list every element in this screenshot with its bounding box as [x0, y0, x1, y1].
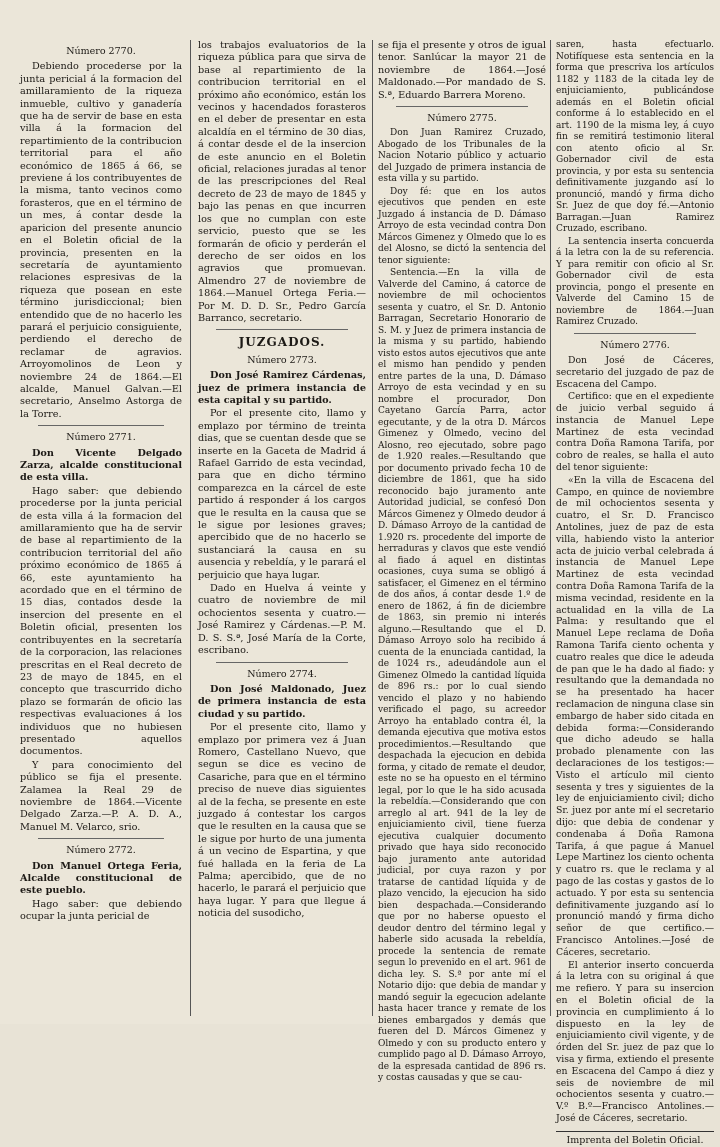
notice-heading: Don Vicente Delgado Zarza, alcalde constitucional de esta villa. [20, 447, 182, 484]
column-rule [550, 40, 551, 1016]
column-3 [378, 40, 546, 1084]
notice-separator [38, 838, 164, 839]
notice-body: Y para conocimiento del público se fija el presente. Zalamea la Real 29 de noviembre de 1864.—Vicente Delgado Zarza.—P. A. D. A., Manuel M. Velarco, srio. [20, 759, 182, 833]
column-rule [372, 40, 373, 1016]
notice-number: Número 2774. [247, 668, 317, 680]
notice-number: Número 2771. [66, 432, 136, 444]
notice-heading: Don José Ramirez Cárdenas, juez de primera instancia de esta capital y su partido. [198, 370, 366, 406]
notice-heading: Don José Maldonado, Juez de primera instancia de esta ciudad y su partido. [198, 683, 366, 720]
notice-body: Doy fé: que en los autos ejecutivos que penden en este Juzgado á instancia de D. Dámaso Arroyo de esta vecindad contra Don Márcos Gimenez y Olmedo que lo es del Alosno, se dictó la sentencia del tenor siguiente: [378, 186, 546, 266]
column-2 [198, 40, 366, 1018]
column-1 [20, 40, 182, 1018]
imprint-line: Imprenta del Boletin Oficial. [566, 1134, 704, 1146]
notice-separator [38, 425, 164, 426]
notice-heading: Don José de Cáceres, secretario del juzgado de paz de Escacena del Campo. [556, 354, 714, 390]
notice-body: Sentencia.—En la villa de Valverde del Camino, á catorce de noviembre de mil ochocientos sesenta y cuatro, el Sr. D. Antonio Barragan, Secretario Honorario de S. M. y Juez de primera instancia de la misma y su partido, habiendo visto estos autos ejecutivos que ante el mismo han pendido y penden entre partes de la una, D. Dámaso Arroyo de esta vecindad y en su nombre el procurador, Don Cayetano García Parra, actor egecutante, y de la otra D. Márcos Gimenez y Olmedo, vecino del Alosno, reo ejecutado, sobre pago de 1.920 reales.—Resultando que por documento privado fecha 10 de diciembre de 1861, que ha sido reconocido bajo juramento ante Autoridad judicial, se confesó Don Márcos Gimenez y Olmedo deudor á D. Dámaso Arroyo de la cantidad de 1.920 rs. procedente del importe de herraduras y clavos que este vendió al fiado á aquel en distintas ocasiones, cuya suma se obligó á satisfacer, el Gimenez en el término de dos años, á contar desde 1.º de enero de 1862, á fin de diciembre de 1863, sin premio ni interés alguno.—Resultando que el D. Dámaso Arroyo solo ha recibido á cuenta de la enunciada cantidad, la de 1024 rs., adeudándole aun el Gimenez Olmedo la cantidad líquida de 896 rs.: por lo cual siendo vencido el plazo y no habiendo verificado el pago, su acreedor Arroyo ha entablado contra él, la demanda ejecutiva que motiva estos procedimientos.—Resultando que despachada la ejecucion en debida forma, y citado de remate el deudor, este no se ha opuesto en el término legal, por lo que le ha sido acusada la rebeldía.—Considerando que con arreglo al art. 941 de la ley de enjuiciamiento civil, tiene fuerza ejecutiva cualquier documento privado que haya sido reconocido bajo juramento ante autoridad judicial, por cuya razon y por tratarse de cantidad líquida y de plazo vencido, la ejecucion ha sido bien despachada.—Considerando que por no haberse opuesto el deudor dentro del término legal y haberle sido acusada la rebeldía, procede la sentencia de remate segun lo prevenido en el art. 961 de dicha ley. S. S.ª por ante mí el Notario dijo: que debia de mandar y mandó seguir la egecucion adelante hasta hacer trance y remate de los bienes embargados y demás que fueren del D. Márcos Gimenez y Olmedo y con su producto entero y cumplido pago al D. Dámaso Arroyo, de la espresada cantidad de 896 rs. y costas causadas y que se cau- [378, 268, 546, 1084]
notice-body: Certifico: que en el expediente de juicio verbal seguido á instancia de Manuel Lepe Martinez de esta vecindad contra Doña Ramona Tarifa, por cobro de reales, se halla el auto del tenor siguiente: [556, 391, 714, 474]
notice-heading: Don Manuel Ortega Feria, Alcalde constitucional de este pueblo. [20, 860, 182, 897]
notice-separator [574, 333, 696, 334]
notice-number: Número 2776. [600, 339, 670, 351]
notice-body: La sentencia inserta concuerda á la letra con la de su referencia. Y para remitir con oficio al Sr. Gobernador civil de esta provincia, pongo el presente en Valverde del Camino 15 de noviembre de 1864.—Juan Ramirez Cruzado. [556, 236, 714, 327]
notice-body: Por el presente cito, llamo y emplazo por primera vez á Juan Romero, Castellano Nuevo, que segun se dice es vecino de Casariche, para que en el término preciso de nueve dias siguientes al de la fecha, se presente en este juzgado á contestar los cargos que le resulten en la causa que se le sigue por hurto de una jumenta á un vecino de Espartina, y que fué hallada en la feria de La Palma; apercibido, que de no hacerlo, le parará el perjuicio que haya lugar. Y para que llegue á noticia del susodicho, [198, 722, 366, 920]
notice-number: Número 2772. [66, 845, 136, 857]
section-heading: JUZGADOS. [238, 335, 326, 350]
notice-body: El anterior inserto concuerda á la letra con su original á que me refiero. Y para su insercion en el Boletin oficial de la provincia en cumplimiento á lo dispuesto en la ley de enjuiciamiento civil vigente, y de órden del Sr. juez de paz que lo visa y firma, extiendo el presente en Escacena del Campo á diez y seis de noviembre de mil ochocientos sesenta y cuatro.—V.º B.º—Francisco Antolines.—José de Cáceres, secretario. [556, 959, 714, 1124]
notice-separator [216, 662, 348, 663]
notice-number: Número 2775. [427, 113, 497, 125]
notice-body: Hago saber: que debiendo ocupar la junta pericial de [20, 898, 182, 923]
notice-number: Número 2773. [247, 354, 317, 366]
notice-heading: Don Juan Ramirez Cruzado, Abogado de los Tribunales de la Nacion Notario público y actuario del Juzgado de primera instancia de esta villa y su partido. [378, 128, 546, 185]
notice-body: saren, hasta efectuarlo. Notifíquese esta sentencia en la forma que prescriva los artículos 1182 y 1183 de la citada ley de enjuiciamiento, publicándose además en el Boletin oficial conforme á lo establecido en el art. 1190 de la misma ley, á cuyo fin se remitirá testimonio literal con atento oficio al Sr. Gobernador civil de esta provincia, y por esta su sentencia definitivamente juzgando así lo pronunció, mandó y firma dicho Sr. Juez de que doy fé.—Antonio Barragan.—Juan Ramirez Cruzado, escribano. [556, 40, 714, 234]
imprint-rule [556, 1131, 714, 1132]
notice-body: se fija el presente y otros de igual tenor. Sanlúcar la mayor 21 de noviembre de 1864.—José Maldonado.—Por mandado de S. S.ª, Eduardo Barrera Moreno. [378, 40, 546, 101]
notice-body: «En la villa de Escacena del Campo, en quince de noviembre de mil ochocientos sesenta y cuatro, el Sr. D. Francisco Antolines, juez de paz de esta villa, habiendo visto la anterior acta de juicio verbal celebrada á instancia de Manuel Lepe Martinez de esta vecindad contra Doña Ramona Tarifa de la misma vecindad, residente en la actualidad en la villa de La Palma: y resultando que el Manuel Lepe reclama de Doña Ramona Tarifa ciento ochenta y cuatro reales que dice le adeuda de pan que le ha dado al fiado: y resultando que la demandada no se ha presentado ha hacer reclamacion de ninguna clase sin embargo de haber sido citada en debida forma:—Considerando que dicho adeudo se halla probado plenamente con las declaraciones de los testigos:—Visto el artículo mil ciento sesenta y tres y siguientes de la ley de enjuiciamiento civil; dicho Sr. juez por ante mí el secretario dijo: que debia de condenar y condenaba á Doña Ramona Tarifa, á que pague á Manuel Lepe Martinez los ciento ochenta y cuatro rs. que le reclama y al pago de las costas y gastos de lo actuado. Y por esta su sentencia definitivamente juzgando así lo pronunció mandó y firma dicho señor de que certifico.—Francisco Antolines.—José de Cáceres, secretario. [556, 474, 714, 958]
column-rule [190, 40, 191, 1016]
notice-body: Dado en Huelva á veinte y cuatro de noviembre de mil ochocientos sesenta y cuatro.—José Ramirez y Cárdenas.—P. M. D. S. S.ª, José María de la Corte, escribano. [198, 583, 366, 657]
notice-body: Debiendo procederse por la junta pericial á la formacion del amillaramiento de la riqueza inmueble, cultivo y ganadería que ha de servir de base en esta villa á la formacion del repartimiento de la contribucion territorial para el año económico de 1865 á 66, se previene á los contribuyentes de la misma, tanto vecinos como forasteros, que en el término de un mes, á contar desde la aparicion del presente anuncio en el Boletin oficial de la provincia, presenten en la secretaría de ayuntamiento relaciones espresivas de la riqueza que posean en este término jurisdiccional; bien entendido que de no hacerlo les parará el perjuicio consiguiente, perdiendo el derecho de reclamar de agravios. Arroyomolinos de Leon y noviembre 24 de 1864.—El alcalde, Manuel Galvan.—El secretario, Anselmo Astorga de la Torre. [20, 61, 182, 420]
notice-body: Por el presente cito, llamo y emplazo por término de treinta dias, que se cuentan desde que se inserte en la Gaceta de Madrid á Rafael Garrido de esta vecindad, para que en dicho término comparezca en la cárcel de este partido á responder á los cargos que le resulta en la causa que se le sigue por lesiones graves; apercibido que de no hacerlo se sustanciará la causa en su ausencia y rebeldía, y le parará el perjuicio que haya lugar. [198, 408, 366, 581]
notice-body: los trabajos evaluatorios de la riqueza pública para que sirva de base al repartimiento de la contribucion territorial en el próximo año económico, están los vecinos y hacendados forasteros en el deber de presentar en esta alcaldía en el término de 30 dias, á contar desde el de la insercion de este anuncio en el Boletin oficial, relaciones juradas al tenor de las prescripciones del Real decreto de 23 de mayo de 1845 y bajo las penas en que incurren los que no cumplan con este servicio, puesto que se les formarán de oficio y perderán el derecho de ser oidos en los agravios que promuevan. Almendro 27 de noviembre de 1864.—Manuel Ortega Feria.—Por M. D. D. Sr., Pedro García Barranco, secretario. [198, 40, 366, 324]
notice-separator [396, 106, 528, 107]
notice-separator [216, 329, 348, 330]
notice-number: Número 2770. [66, 46, 136, 57]
column-4 [556, 40, 714, 1146]
notice-body: Hago saber: que debiendo procederse por la junta pericial de esta villa á la formacion del amillaramiento que ha de servir de base al repartimiento de la contribucion territorial del año próximo económico de 1865 á 66, este ayuntamiento ha acordado que en el término de 15 dias, contados desde la insercion del presente en el Boletin oficial, presenten los contribuyentes en la secretaría de la corporacion, las relaciones prescritas en el Real decreto de 23 de mayo de 1845, en el concepto que trascurrido dicho plazo se formarán de oficio las respectivas evaluaciones á los individuos que no hubiesen presentado aquellos documentos. [20, 485, 182, 758]
